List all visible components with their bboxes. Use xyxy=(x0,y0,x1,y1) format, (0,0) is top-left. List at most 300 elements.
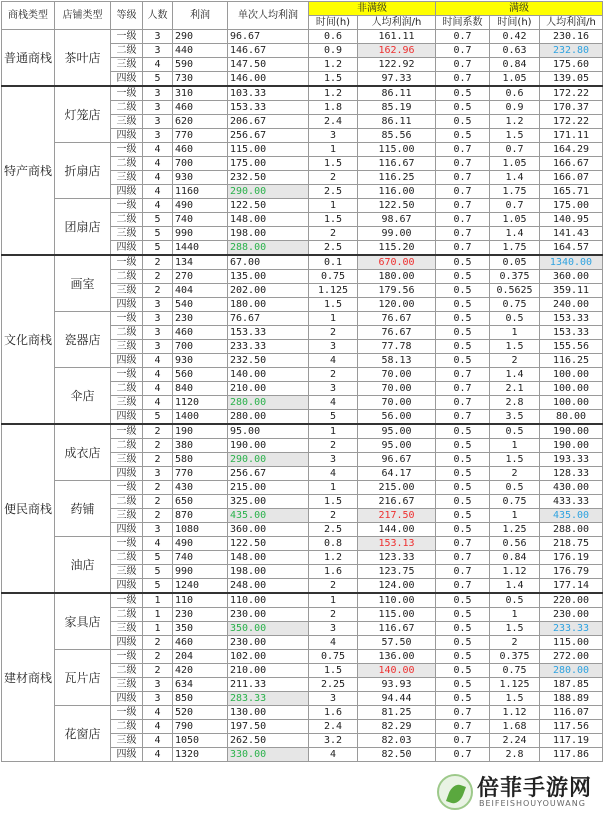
table-cell: 三级 xyxy=(111,565,143,579)
table-cell: 100.00 xyxy=(540,368,603,382)
table-cell: 404 xyxy=(173,284,228,298)
table-cell: 4 xyxy=(309,748,358,762)
table-cell: 1.12 xyxy=(490,565,540,579)
table-cell: 1.68 xyxy=(490,720,540,734)
table-cell: 230.00 xyxy=(228,636,309,650)
table-cell: 164.29 xyxy=(540,143,603,157)
table-cell: 5 xyxy=(143,579,173,594)
table-cell: 0.63 xyxy=(490,44,540,58)
table-cell: 三级 xyxy=(111,284,143,298)
table-cell: 4 xyxy=(143,382,173,396)
table-cell: 58.13 xyxy=(358,354,436,368)
table-cell: 0.7 xyxy=(436,227,490,241)
table-cell: 110.00 xyxy=(228,593,309,608)
table-cell: 2 xyxy=(309,439,358,453)
table-cell: 2.5 xyxy=(309,523,358,537)
table-cell: 122.50 xyxy=(228,537,309,551)
table-cell: 4 xyxy=(143,706,173,720)
table-cell: 二级 xyxy=(111,101,143,115)
table-cell: 3 xyxy=(143,115,173,129)
table-cell: 1 xyxy=(309,593,358,608)
watermark xyxy=(435,771,603,815)
table-row xyxy=(2,593,603,608)
group-name-cell: 普通商栈 xyxy=(2,30,55,87)
table-cell: 86.11 xyxy=(358,86,436,101)
table-cell: 0.7 xyxy=(436,44,490,58)
shop-name-cell: 成衣店 xyxy=(55,424,111,481)
table-cell: 520 xyxy=(173,706,228,720)
table-cell: 122.92 xyxy=(358,58,436,72)
table-cell: 190.00 xyxy=(540,439,603,453)
table-cell: 三级 xyxy=(111,622,143,636)
table-cell: 190 xyxy=(173,424,228,439)
table-cell: 215.00 xyxy=(358,481,436,495)
table-cell: 1 xyxy=(490,439,540,453)
table-cell: 5 xyxy=(143,410,173,425)
table-cell: 1050 xyxy=(173,734,228,748)
header-profit: 利润 xyxy=(173,2,228,30)
table-cell: 95.00 xyxy=(228,424,309,439)
table-cell: 123.75 xyxy=(358,565,436,579)
shop-profit-table xyxy=(1,1,603,762)
table-cell: 2 xyxy=(309,227,358,241)
table-cell: 206.67 xyxy=(228,115,309,129)
table-cell: 四级 xyxy=(111,636,143,650)
table-cell: 80.00 xyxy=(540,410,603,425)
table-cell: 166.07 xyxy=(540,171,603,185)
watermark-subtitle: BEIFEISHOUYOUWANG xyxy=(479,799,586,808)
table-cell: 164.57 xyxy=(540,241,603,256)
table-cell: 四级 xyxy=(111,579,143,594)
table-cell: 一级 xyxy=(111,30,143,44)
table-cell: 770 xyxy=(173,129,228,143)
table-cell: 1 xyxy=(490,608,540,622)
table-cell: 5 xyxy=(309,410,358,425)
table-cell: 70.00 xyxy=(358,382,436,396)
table-cell: 二级 xyxy=(111,551,143,565)
table-cell: 四级 xyxy=(111,354,143,368)
table-cell: 204 xyxy=(173,650,228,664)
table-cell: 230.00 xyxy=(228,608,309,622)
table-cell: 1.2 xyxy=(490,115,540,129)
table-cell: 0.5 xyxy=(436,622,490,636)
table-cell: 740 xyxy=(173,551,228,565)
header-time: 时间(h) xyxy=(309,16,358,30)
table-cell: 4 xyxy=(143,396,173,410)
shop-name-cell: 瓷器店 xyxy=(55,312,111,368)
table-cell: 210.00 xyxy=(228,664,309,678)
table-cell: 2 xyxy=(309,171,358,185)
table-cell: 116.67 xyxy=(358,157,436,171)
table-cell: 0.7 xyxy=(436,58,490,72)
table-cell: 0.9 xyxy=(490,101,540,115)
table-cell: 990 xyxy=(173,227,228,241)
header-non-full: 非满级 xyxy=(309,2,436,16)
table-cell: 三级 xyxy=(111,171,143,185)
table-cell: 135.00 xyxy=(228,270,309,284)
table-cell: 161.11 xyxy=(358,30,436,44)
table-cell: 一级 xyxy=(111,424,143,439)
table-cell: 1.75 xyxy=(490,185,540,199)
table-cell: 5 xyxy=(143,213,173,227)
table-cell: 2 xyxy=(490,354,540,368)
table-cell: 0.5625 xyxy=(490,284,540,298)
table-cell: 82.29 xyxy=(358,720,436,734)
table-cell: 0.7 xyxy=(436,551,490,565)
table-cell: 180.00 xyxy=(358,270,436,284)
table-cell: 95.00 xyxy=(358,424,436,439)
table-cell: 3 xyxy=(309,453,358,467)
table-cell: 0.84 xyxy=(490,58,540,72)
table-row xyxy=(2,424,603,439)
table-row xyxy=(2,199,603,213)
table-cell: 650 xyxy=(173,495,228,509)
table-cell: 116.67 xyxy=(358,622,436,636)
table-cell: 435.00 xyxy=(228,509,309,523)
table-cell: 2.24 xyxy=(490,734,540,748)
table-cell: 193.33 xyxy=(540,453,603,467)
table-cell: 124.00 xyxy=(358,579,436,594)
table-cell: 190.00 xyxy=(540,424,603,439)
table-cell: 3 xyxy=(309,340,358,354)
table-cell: 1240 xyxy=(173,579,228,594)
table-cell: 3 xyxy=(143,678,173,692)
table-cell: 0.5 xyxy=(436,86,490,101)
table-cell: 77.78 xyxy=(358,340,436,354)
table-cell: 110 xyxy=(173,593,228,608)
table-cell: 153.33 xyxy=(228,101,309,115)
header-time-full: 时间(h) xyxy=(490,16,540,30)
table-cell: 85.19 xyxy=(358,101,436,115)
table-cell: 二级 xyxy=(111,44,143,58)
table-cell: 一级 xyxy=(111,368,143,382)
table-cell: 95.00 xyxy=(358,439,436,453)
table-cell: 4 xyxy=(143,143,173,157)
shop-name-cell: 折扇店 xyxy=(55,143,111,199)
table-cell: 一级 xyxy=(111,537,143,551)
header-full: 满级 xyxy=(436,2,603,16)
table-cell: 188.89 xyxy=(540,692,603,706)
table-cell: 四级 xyxy=(111,298,143,312)
table-cell: 180.00 xyxy=(228,298,309,312)
table-cell: 2.5 xyxy=(309,241,358,256)
table-cell: 1.5 xyxy=(309,72,358,87)
shop-name-cell: 茶叶店 xyxy=(55,30,111,87)
table-cell: 2 xyxy=(143,509,173,523)
table-cell: 176.19 xyxy=(540,551,603,565)
table-cell: 4 xyxy=(143,734,173,748)
table-cell: 0.5 xyxy=(436,608,490,622)
table-cell: 310 xyxy=(173,86,228,101)
table-cell: 730 xyxy=(173,72,228,87)
table-cell: 0.5 xyxy=(436,284,490,298)
table-cell: 93.93 xyxy=(358,678,436,692)
table-cell: 2 xyxy=(143,255,173,270)
table-cell: 0.5 xyxy=(436,481,490,495)
table-cell: 115.20 xyxy=(358,241,436,256)
table-cell: 262.50 xyxy=(228,734,309,748)
table-cell: 433.33 xyxy=(540,495,603,509)
table-cell: 2 xyxy=(143,439,173,453)
table-cell: 二级 xyxy=(111,213,143,227)
table-cell: 1.5 xyxy=(490,622,540,636)
table-cell: 270 xyxy=(173,270,228,284)
table-cell: 102.00 xyxy=(228,650,309,664)
table-cell: 1120 xyxy=(173,396,228,410)
table-cell: 0.5 xyxy=(436,495,490,509)
table-cell: 2 xyxy=(490,467,540,481)
table-row xyxy=(2,143,603,157)
table-cell: 360.00 xyxy=(228,523,309,537)
table-cell: 0.5 xyxy=(436,326,490,340)
table-cell: 四级 xyxy=(111,241,143,256)
table-cell: 232.50 xyxy=(228,354,309,368)
table-cell: 1 xyxy=(490,509,540,523)
table-cell: 4 xyxy=(309,636,358,650)
table-cell: 288.00 xyxy=(228,241,309,256)
table-cell: 128.33 xyxy=(540,467,603,481)
table-cell: 0.7 xyxy=(436,565,490,579)
table-cell: 三级 xyxy=(111,734,143,748)
table-row xyxy=(2,481,603,495)
table-cell: 870 xyxy=(173,509,228,523)
table-cell: 一级 xyxy=(111,593,143,608)
table-row xyxy=(2,706,603,720)
table-cell: 233.33 xyxy=(540,622,603,636)
table-cell: 二级 xyxy=(111,439,143,453)
table-cell: 560 xyxy=(173,368,228,382)
table-cell: 350 xyxy=(173,622,228,636)
table-cell: 0.75 xyxy=(309,650,358,664)
table-cell: 一级 xyxy=(111,199,143,213)
table-cell: 1.125 xyxy=(309,284,358,298)
table-cell: 146.00 xyxy=(228,72,309,87)
group-name-cell: 特产商栈 xyxy=(2,86,55,255)
table-cell: 三级 xyxy=(111,453,143,467)
table-cell: 460 xyxy=(173,143,228,157)
table-cell: 1.12 xyxy=(490,706,540,720)
header-level: 等级 xyxy=(111,2,143,30)
table-cell: 4 xyxy=(143,368,173,382)
table-cell: 0.7 xyxy=(436,185,490,199)
table-cell: 1.2 xyxy=(309,58,358,72)
table-cell: 0.7 xyxy=(436,368,490,382)
table-cell: 170.37 xyxy=(540,101,603,115)
table-cell: 115.00 xyxy=(358,143,436,157)
table-cell: 165.71 xyxy=(540,185,603,199)
table-cell: 1.5 xyxy=(309,157,358,171)
table-cell: 770 xyxy=(173,467,228,481)
table-cell: 3 xyxy=(143,86,173,101)
table-cell: 1 xyxy=(143,622,173,636)
table-cell: 1.8 xyxy=(309,101,358,115)
table-cell: 1 xyxy=(490,326,540,340)
table-cell: 0.5 xyxy=(436,101,490,115)
table-cell: 136.00 xyxy=(358,650,436,664)
table-cell: 3 xyxy=(309,129,358,143)
table-cell: 0.5 xyxy=(436,664,490,678)
table-cell: 5 xyxy=(143,72,173,87)
shop-name-cell: 花窗店 xyxy=(55,706,111,762)
table-cell: 283.33 xyxy=(228,692,309,706)
table-cell: 211.33 xyxy=(228,678,309,692)
table-cell: 116.25 xyxy=(358,171,436,185)
table-cell: 130.00 xyxy=(228,706,309,720)
table-cell: 1.6 xyxy=(309,706,358,720)
table-cell: 3.5 xyxy=(490,410,540,425)
table-cell: 155.56 xyxy=(540,340,603,354)
table-cell: 2.4 xyxy=(309,115,358,129)
table-cell: 0.6 xyxy=(309,30,358,44)
table-cell: 175.60 xyxy=(540,58,603,72)
table-cell: 148.00 xyxy=(228,213,309,227)
table-cell: 0.5 xyxy=(436,636,490,650)
table-cell: 56.00 xyxy=(358,410,436,425)
table-cell: 141.43 xyxy=(540,227,603,241)
table-cell: 153.33 xyxy=(228,326,309,340)
header-hourly: 人均利润/h xyxy=(358,16,436,30)
table-cell: 116.00 xyxy=(358,185,436,199)
table-cell: 2.25 xyxy=(309,678,358,692)
table-cell: 四级 xyxy=(111,185,143,199)
table-cell: 0.7 xyxy=(436,720,490,734)
table-cell: 2 xyxy=(309,608,358,622)
table-cell: 122.50 xyxy=(228,199,309,213)
header-hourly-full: 人均利润/h xyxy=(540,16,603,30)
table-cell: 0.5 xyxy=(490,312,540,326)
table-cell: 3 xyxy=(143,298,173,312)
table-cell: 3 xyxy=(143,312,173,326)
table-cell: 0.5 xyxy=(436,509,490,523)
table-cell: 76.67 xyxy=(358,326,436,340)
table-cell: 290.00 xyxy=(228,185,309,199)
table-cell: 172.22 xyxy=(540,86,603,101)
table-cell: 2 xyxy=(143,424,173,439)
table-cell: 3.2 xyxy=(309,734,358,748)
header-people: 人数 xyxy=(143,2,173,30)
table-cell: 0.05 xyxy=(490,255,540,270)
shop-name-cell: 药铺 xyxy=(55,481,111,537)
table-cell: 0.7 xyxy=(436,157,490,171)
table-cell: 166.67 xyxy=(540,157,603,171)
table-cell: 三级 xyxy=(111,678,143,692)
table-row xyxy=(2,255,603,270)
table-cell: 5 xyxy=(143,565,173,579)
table-cell: 288.00 xyxy=(540,523,603,537)
table-cell: 0.5 xyxy=(490,593,540,608)
table-cell: 117.19 xyxy=(540,734,603,748)
table-cell: 4 xyxy=(143,58,173,72)
table-cell: 2.1 xyxy=(490,382,540,396)
table-cell: 740 xyxy=(173,213,228,227)
table-cell: 117.56 xyxy=(540,720,603,734)
table-cell: 2 xyxy=(143,495,173,509)
table-cell: 460 xyxy=(173,326,228,340)
table-cell: 82.50 xyxy=(358,748,436,762)
table-cell: 1440 xyxy=(173,241,228,256)
table-cell: 217.50 xyxy=(358,509,436,523)
table-cell: 1.5 xyxy=(490,692,540,706)
group-name-cell: 建材商栈 xyxy=(2,593,55,762)
table-cell: 3 xyxy=(143,101,173,115)
table-cell: 0.6 xyxy=(490,86,540,101)
table-cell: 0.5 xyxy=(436,312,490,326)
table-cell: 一级 xyxy=(111,143,143,157)
table-cell: 0.56 xyxy=(490,537,540,551)
table-cell: 272.00 xyxy=(540,650,603,664)
table-cell: 1 xyxy=(309,481,358,495)
table-cell: 3 xyxy=(143,326,173,340)
table-cell: 四级 xyxy=(111,467,143,481)
table-cell: 4 xyxy=(143,537,173,551)
table-cell: 三级 xyxy=(111,58,143,72)
table-cell: 4 xyxy=(309,354,358,368)
table-cell: 240.00 xyxy=(540,298,603,312)
table-cell: 三级 xyxy=(111,115,143,129)
table-cell: 3 xyxy=(143,30,173,44)
table-cell: 248.00 xyxy=(228,579,309,594)
table-cell: 0.7 xyxy=(436,706,490,720)
table-cell: 0.5 xyxy=(436,523,490,537)
table-cell: 四级 xyxy=(111,72,143,87)
table-cell: 76.67 xyxy=(228,312,309,326)
table-cell: 117.86 xyxy=(540,748,603,762)
table-row xyxy=(2,537,603,551)
table-cell: 四级 xyxy=(111,748,143,762)
table-cell: 1.5 xyxy=(309,213,358,227)
table-cell: 146.67 xyxy=(228,44,309,58)
table-cell: 0.5 xyxy=(436,692,490,706)
shop-name-cell: 灯笼店 xyxy=(55,86,111,143)
table-cell: 94.44 xyxy=(358,692,436,706)
table-cell: 5 xyxy=(143,551,173,565)
table-cell: 0.7 xyxy=(436,579,490,594)
table-cell: 1320 xyxy=(173,748,228,762)
table-cell: 230.00 xyxy=(540,608,603,622)
table-cell: 2.5 xyxy=(309,185,358,199)
table-cell: 0.75 xyxy=(309,270,358,284)
table-cell: 0.375 xyxy=(490,650,540,664)
table-cell: 0.7 xyxy=(436,72,490,87)
table-cell: 430.00 xyxy=(540,481,603,495)
table-cell: 1.5 xyxy=(309,664,358,678)
table-cell: 3 xyxy=(309,622,358,636)
table-cell: 840 xyxy=(173,382,228,396)
table-cell: 一级 xyxy=(111,86,143,101)
table-cell: 490 xyxy=(173,199,228,213)
table-cell: 3 xyxy=(143,44,173,58)
table-cell: 1400 xyxy=(173,410,228,425)
table-cell: 0.5 xyxy=(436,270,490,284)
table-cell: 100.00 xyxy=(540,382,603,396)
table-cell: 0.7 xyxy=(436,410,490,425)
table-cell: 1.4 xyxy=(490,227,540,241)
table-cell: 580 xyxy=(173,453,228,467)
table-cell: 二级 xyxy=(111,608,143,622)
table-cell: 115.00 xyxy=(228,143,309,157)
table-cell: 233.33 xyxy=(228,340,309,354)
shop-name-cell: 画室 xyxy=(55,255,111,312)
table-cell: 85.56 xyxy=(358,129,436,143)
table-cell: 1160 xyxy=(173,185,228,199)
shop-name-cell: 伞店 xyxy=(55,368,111,425)
table-cell: 0.7 xyxy=(436,241,490,256)
table-cell: 176.79 xyxy=(540,565,603,579)
table-cell: 1.05 xyxy=(490,213,540,227)
shop-name-cell: 团扇店 xyxy=(55,199,111,256)
table-cell: 0.5 xyxy=(436,424,490,439)
table-cell: 153.13 xyxy=(358,537,436,551)
